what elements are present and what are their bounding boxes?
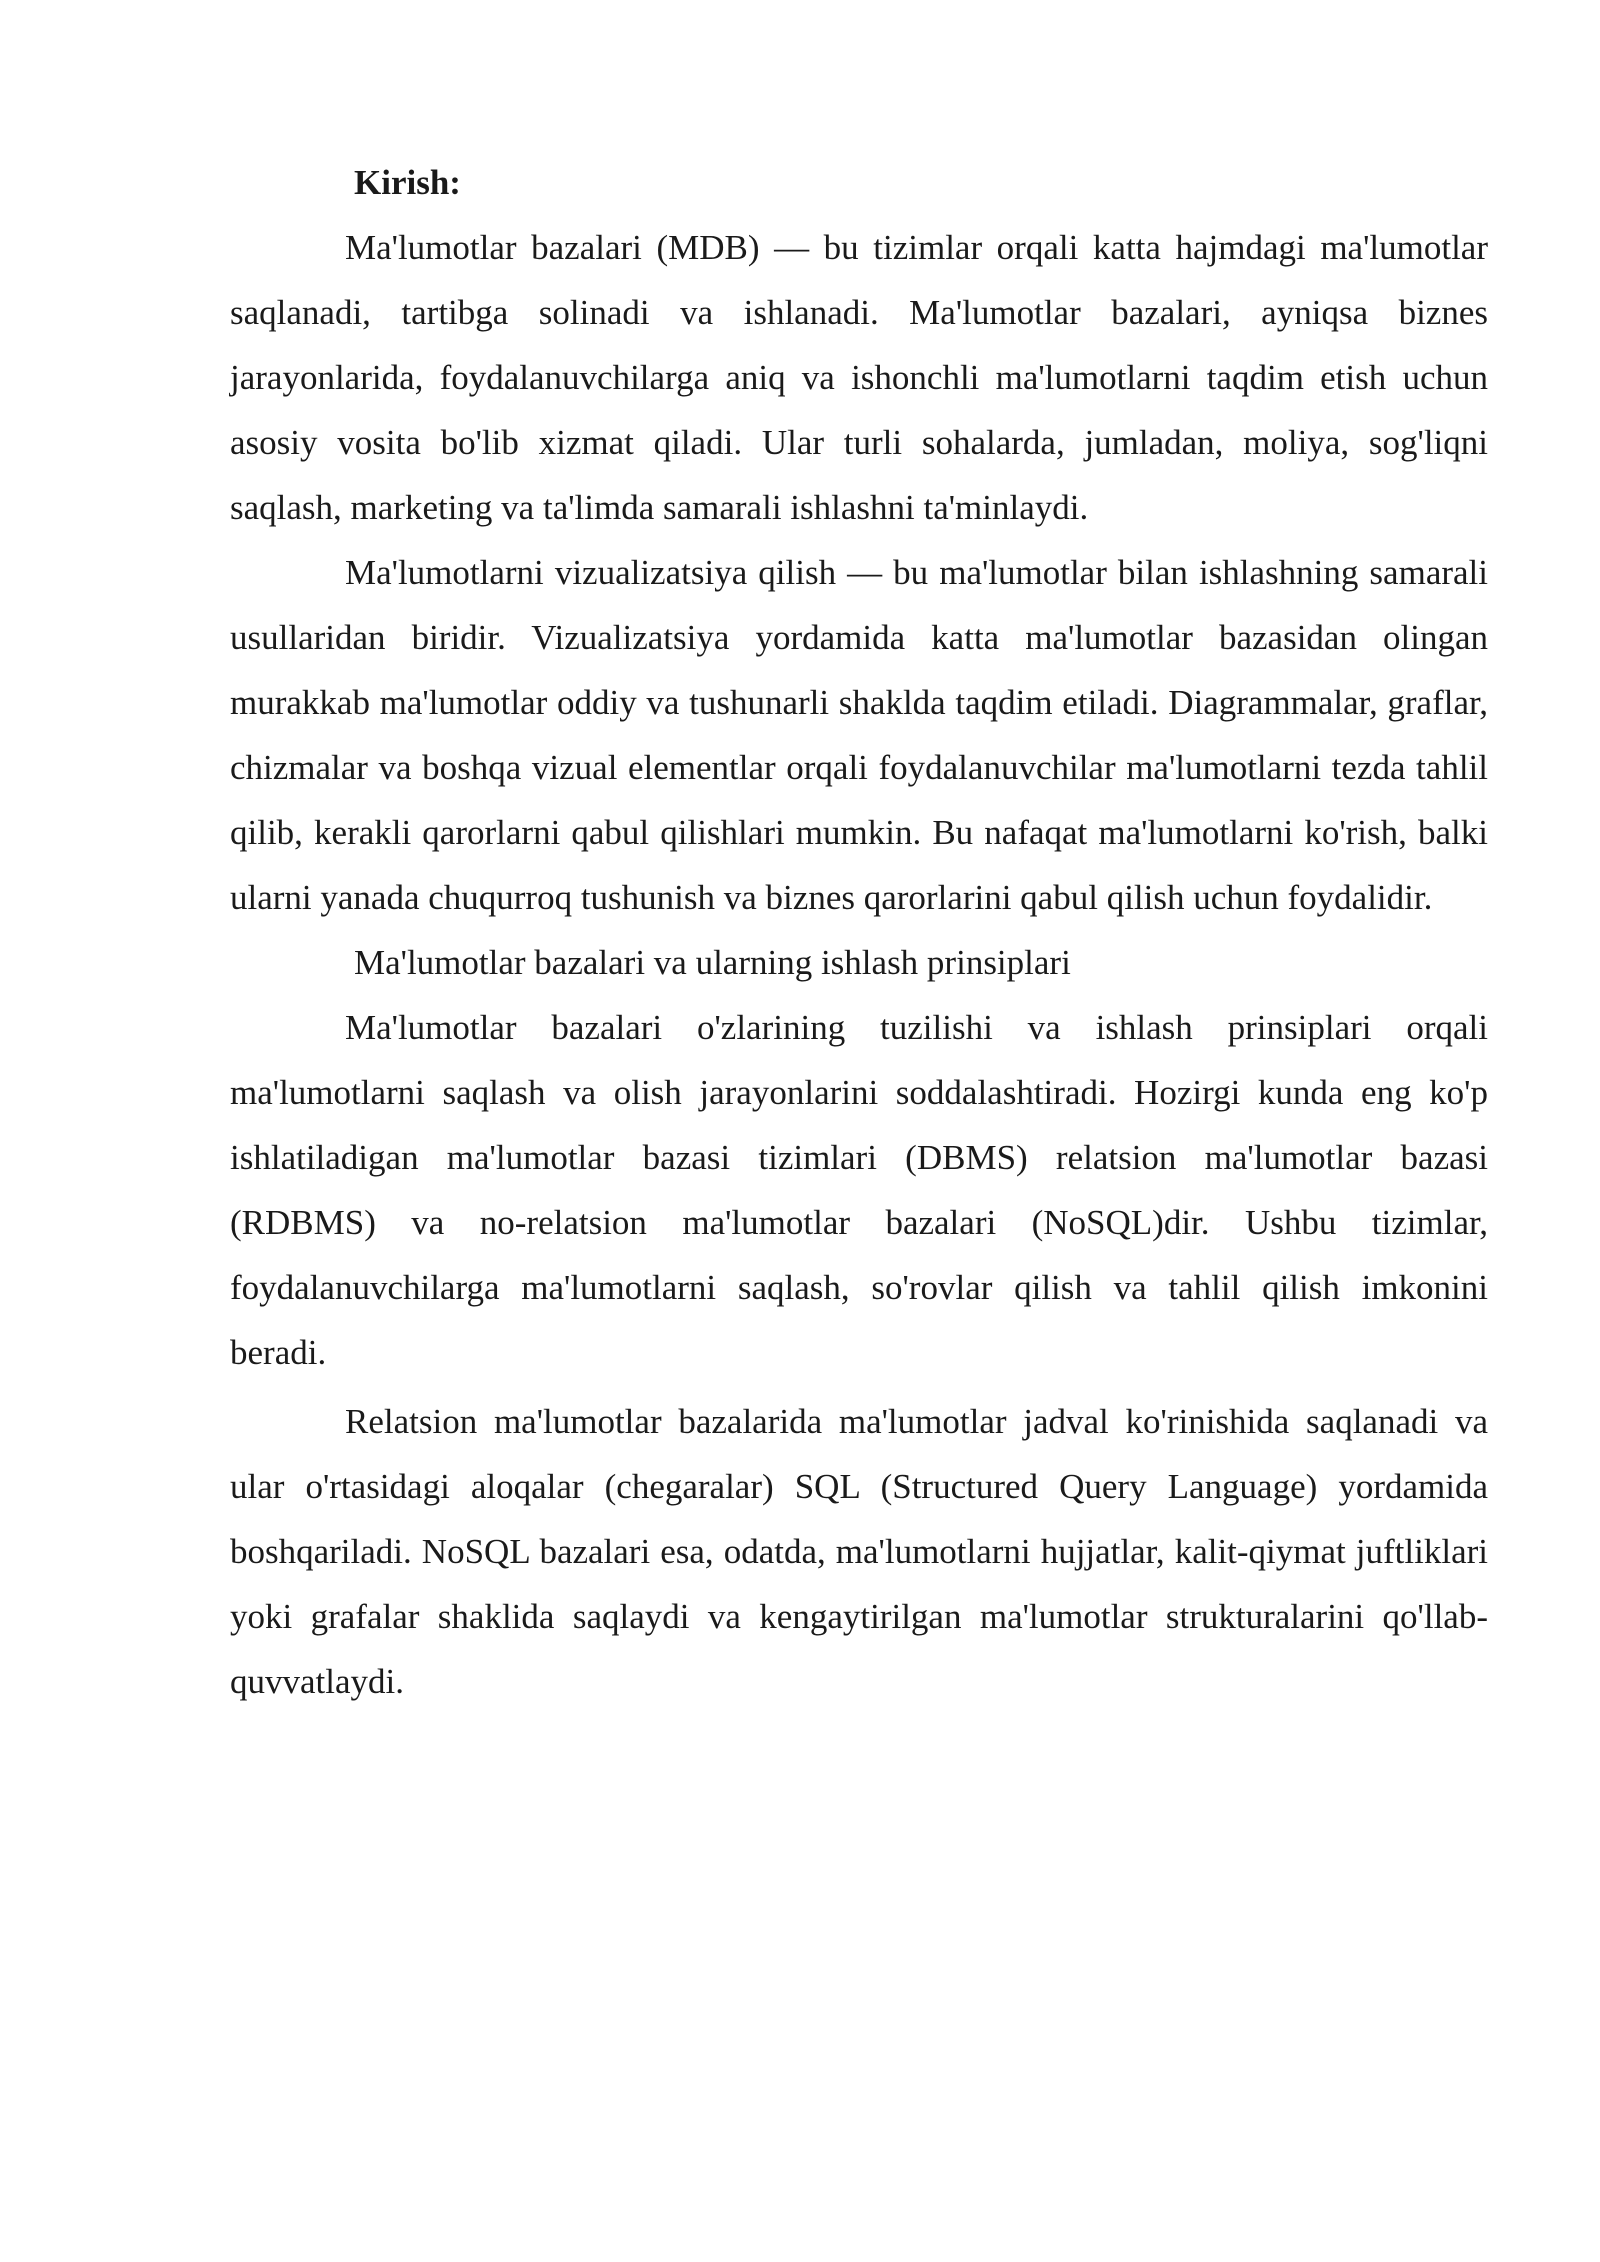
paragraph-visualization: Ma'lumotlarni vizualizatsiya qilish — bu ma'lumotlar bilan ishlashning samarali usullaridan biridir. Vizualizatsiya yordamida katta ma'lumotlar bazasidan olingan murakkab ma'lumotlar oddiy va tushunarli shaklda taqdim etiladi. Diagrammalar, graflar, chizmalar va boshqa vizual elementlar orqali foydalanuvchilar ma'lumotlarni tezda tahlil qilib, kerakli qarorlarni qabul qilishlari mumkin. Bu nafaqat ma'lumotlarni ko'rish, balki ularni yanada chuqurroq tushunish va biznes qarorlarini qabul qilish uchun foydalidir. [230,553,1488,917]
paragraph-databases-intro: Ma'lumotlar bazalari (MDB) — bu tizimlar orqali katta hajmdagi ma'lumotlar saqlanadi, tartibga solinadi va ishlanadi. Ma'lumotlar bazalari, ayniqsa biznes jarayonlarida, foydalanuvchilarga aniq va ishonchli ma'lumotlarni taqdim etish uchun asosiy vosita bo'lib xizmat qiladi. Ular turli sohalarda, jumladan, moliya, sog'liqni saqlash, marketing va ta'limda samarali ishlashni ta'minlaydi. [230,228,1488,527]
section-subheading: Ma'lumotlar bazalari va ularning ishlash prinsiplari [354,943,1071,982]
paragraph-dbms-principles: Ma'lumotlar bazalari o'zlarining tuzilishi va ishlash prinsiplari orqali ma'lumotlarni saqlash va olish jarayonlarini soddalashtiradi. Hozirgi kunda eng ko'p ishlatiladigan ma'lumotlar bazasi tizimlari (DBMS) relatsion ma'lumotlar bazasi (RDBMS) va no-relatsion ma'lumotlar bazalari (NoSQL)dir. Ushbu tizimlar, foydalanuvchilarga ma'lumotlarni saqlash, so'rovlar qilish va tahlil qilish imkonini beradi. [230,1008,1488,1372]
section-heading: Kirish: [354,163,461,202]
paragraph-relational-nosql: Relatsion ma'lumotlar bazalarida ma'lumotlar jadval ko'rinishida saqlanadi va ular o'rtasidagi aloqalar (chegaralar) SQL (Structured Query Language) yordamida boshqariladi. NoSQL bazalari esa, odatda, ma'lumotlarni hujjatlar, kalit-qiymat juftliklari yoki grafalar shaklida saqlaydi va kengaytirilgan ma'lumotlar strukturalarini qo'llab-quvvatlaydi. [230,1402,1488,1701]
document-page [230,150,1488,1714]
